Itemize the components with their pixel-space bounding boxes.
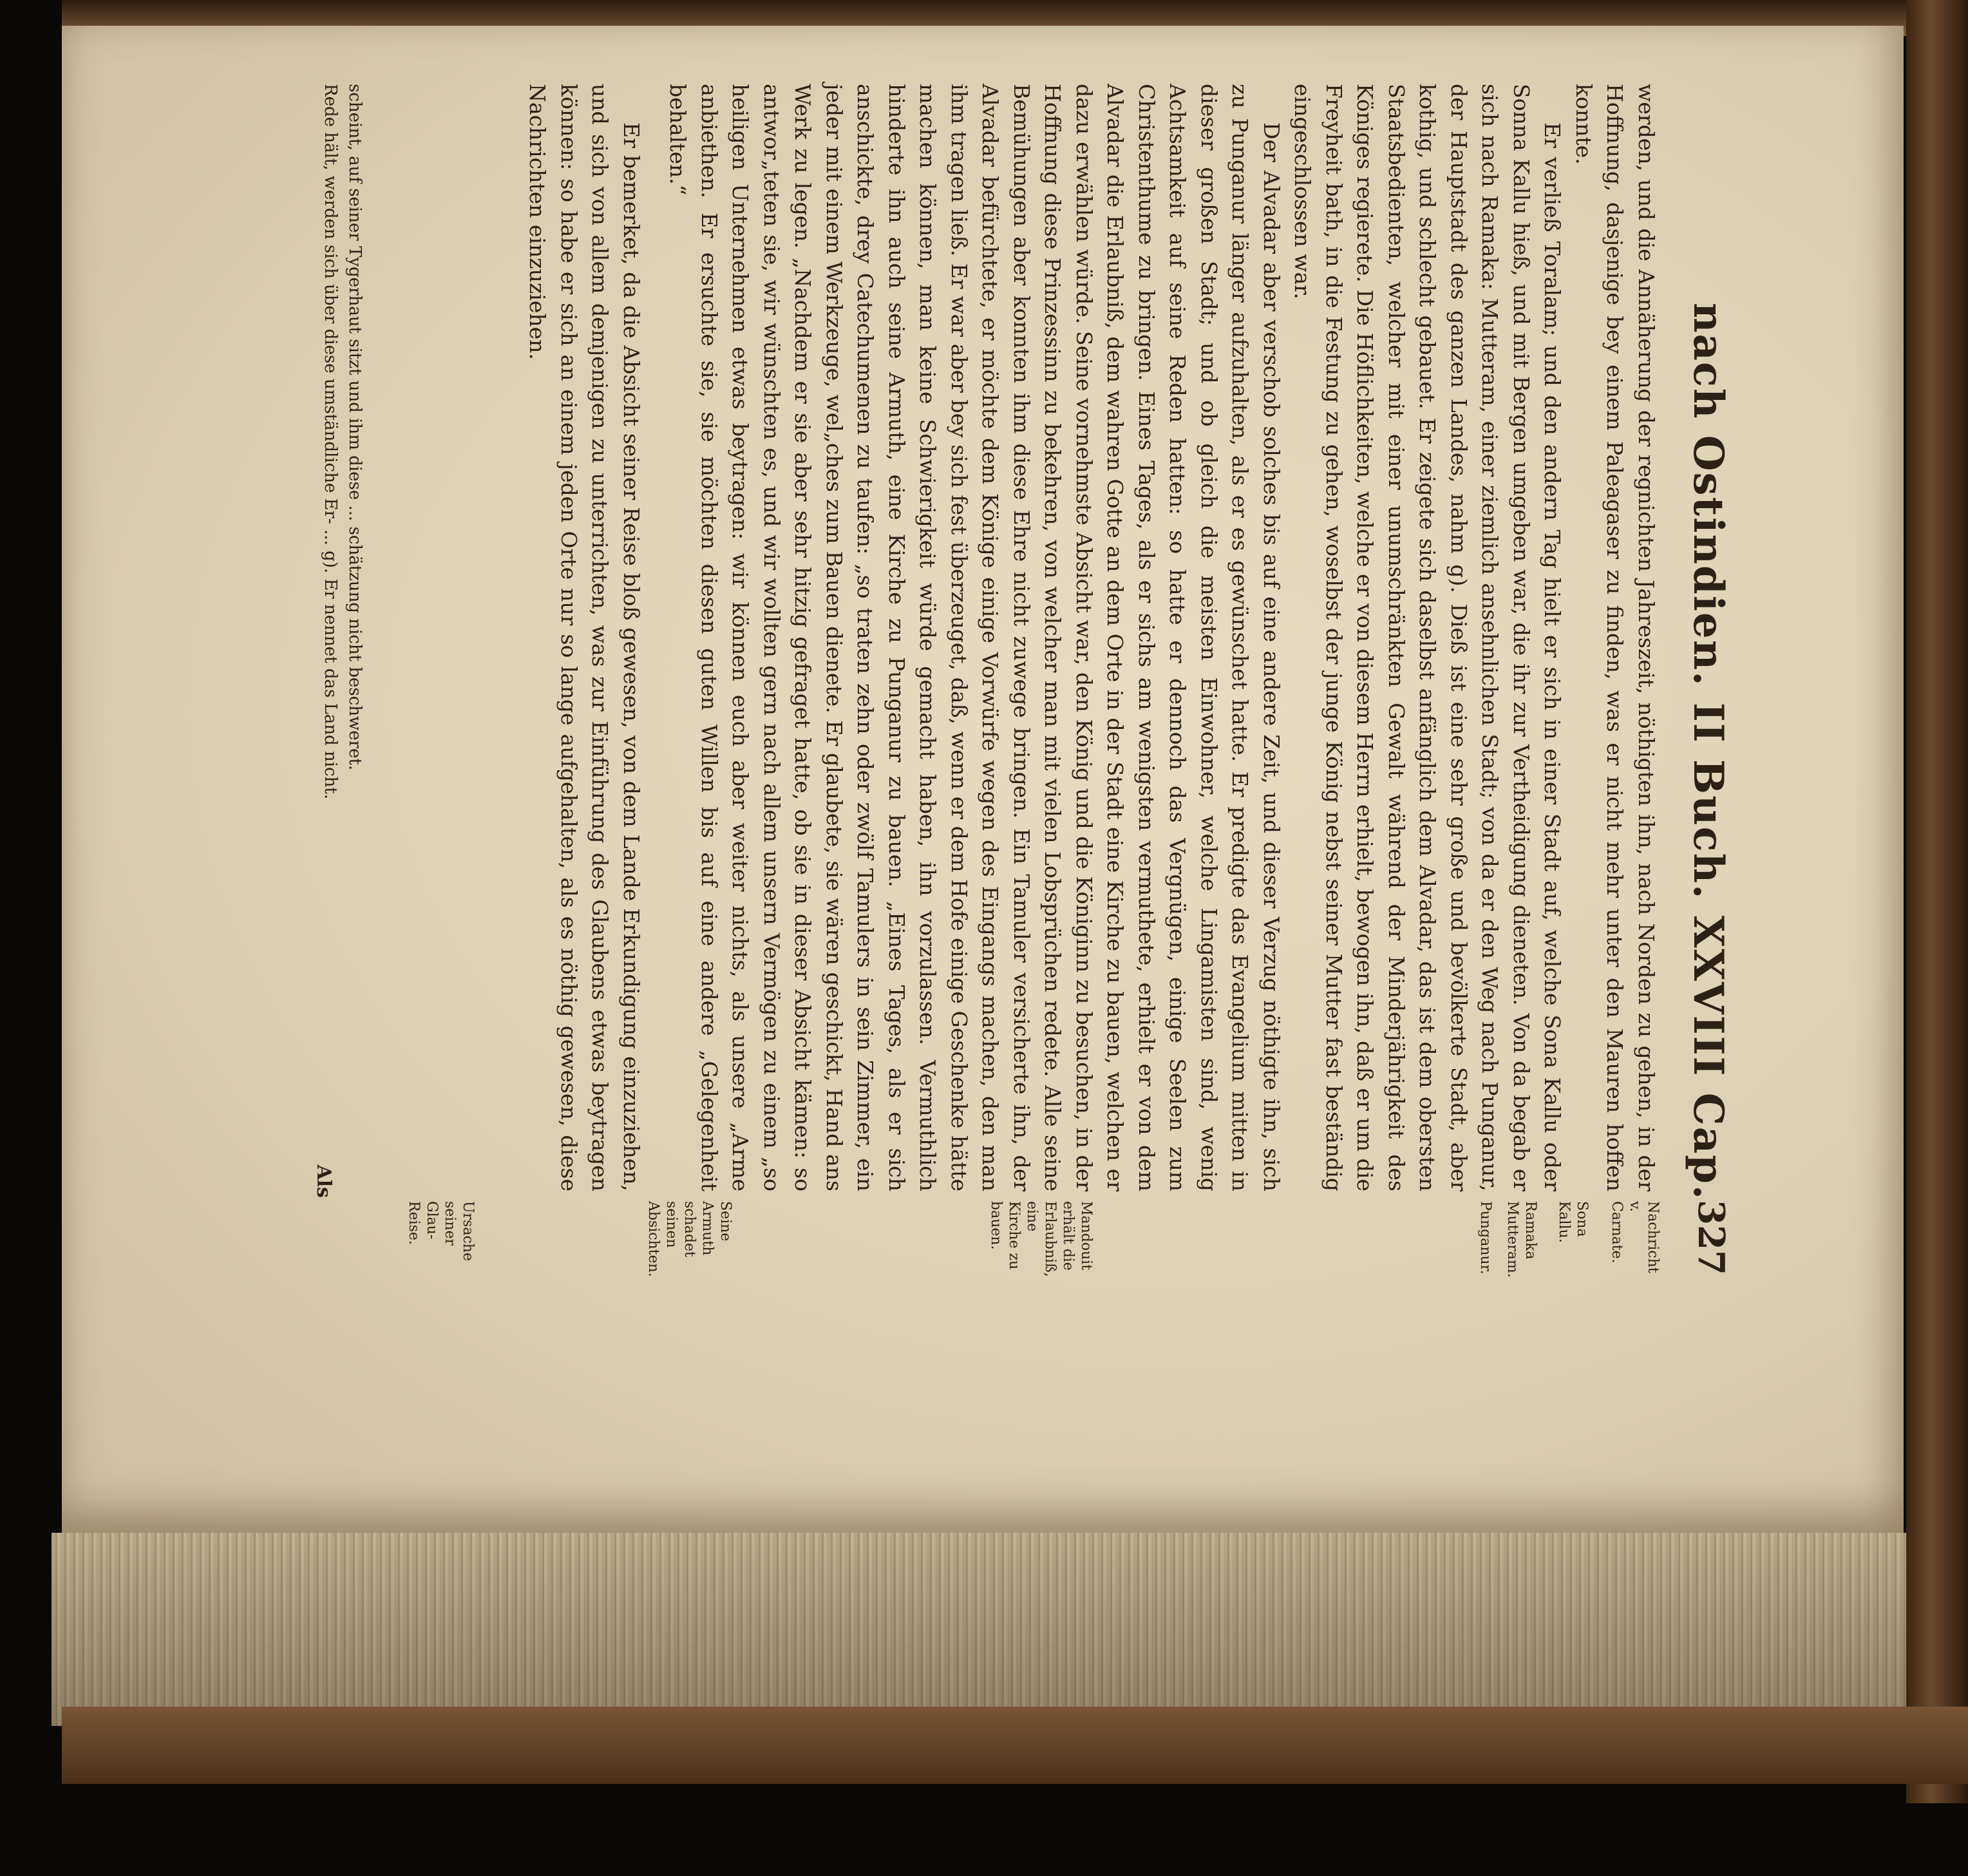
footnote-line: scheint, auf seiner Tygerhaut sitzt und ihm diese ... schätzung nicht beschweret. bbox=[345, 84, 364, 771]
footnote-line: Rede hält, werden sich über diese umständliche Er- ... g). Er nennet das Land nicht. bbox=[321, 84, 340, 800]
margin-note: Nachricht v. Carnate. bbox=[1609, 1201, 1661, 1273]
page-block-shadow bbox=[52, 1533, 1906, 1726]
paragraph: Der Alvadar aber verschob solches bis auf eine andere Zeit, und dieser Verzug nöthigte ihn, sich zu Punganur länger aufzuhalten, als er es gewünschet hatte. Er predigte das Evangelium mitten in dieser großen Stadt; und ob gleich die meisten Einwohner, welche Lingamisten sind, wenig Achtsamkeit auf seine Reden hatten: so hatte er dennoch das Vergnügen, einige Seelen zum Christenthume zu bringen. Eines Tages, als er sichs am wenigsten vermuthete, erhielt er von dem Alvadar die Erlaubniß, dem wahren Gotte an dem Orte in der Stadt eine Kirche zu bauen, welchen er dazu erwählen würde. Seine vornehmste Absicht war, den König und die Königinn zu besuchen, in der Hoffnung diese Prinzessinn zu bekehren, von welcher man mit vielen Lobsprüchen redete. Alle seine Bemühungen aber konnten ihm diese Ehre nicht zuwege bringen. Ein Tamuler versicherte ihn, der Alvadar befürchtete, er möchte dem Könige einige Vorwürfe wegen des Eingangs machen, den man ihm tragen ließ. Er war aber bey sich fest überzeuget, daß, wenn er dem Hofe einige Geschenke hätte machen können, man keine Schwierigkeit würde gemacht haben, ihn vorzulassen. Vermuthlich hinderte ihn auch seine Armuth, eine Kirche zu Punganur zu bauen. „Eines Tages, als er sich anschickte, drey Catechumenen zu taufen: „so traten zehn oder zwölf Tamulers in sein Zimmer, ein jeder mit einem Werkzeuge, wel„ches zum Bauen dienete. Er glaubete, sie wären geschickt, Hand ans Werk zu legen. „Nachdem er sie aber sehr hitzig gefraget hatte, ob sie in dieser Absicht kämen: so antwor„teten sie, wir wünschten es, und wir wollten gern nach allem unsern Vermögen zu einem „so heiligen Unternehmen etwas beytragen: wir können euch aber weiter nichts, als unsere „Arme anbiethen. Er ersuchte sie, sie möchten diesen guten Willen bis auf eine andere „Gelegenheit behalten.“ bbox=[665, 84, 1284, 1191]
book-cover-spine bbox=[1906, 0, 1968, 1803]
body-text bbox=[522, 84, 1661, 1191]
rotated-text-block bbox=[200, 84, 1732, 1278]
running-head-title: nach Ostindien. II Buch. XXVIII Cap. bbox=[1684, 303, 1732, 1201]
margin-note: Ursache seiner Glau-Reise. bbox=[406, 1201, 476, 1261]
margin-note: Punganur. bbox=[1477, 1201, 1493, 1274]
footnote bbox=[318, 84, 367, 1191]
catchword: Als bbox=[312, 1164, 335, 1198]
paragraph: Er verließ Toralam; und den andern Tag hielt er sich in einer Stadt auf, welche Sona Kallu oder Sonna Kallu hieß, und mit Bergen umgeben war, die ihr zur Vertheidigung dieneten. Von da begab er sich nach Ramaka: Mutteram, einer ziemlich ansehnlichen Stadt; von da er den Weg nach Punganur, der Hauptstadt des ganzen Landes, nahm g). Dieß ist eine sehr große und bevölkerte Stadt, aber kothig, und schlecht gebauet. Er zeigete sich daselbst anfänglich dem Alvadar, das ist dem obersten Staatsbedienten, welcher mit einer unumschränkten Gewalt während der Minderjährigkeit des Königes regierete. Die Höflichkeiten, welche er von diesem Herrn erhielt, bewogen ihn, daß er um die Freyheit bath, in die Festung zu gehen, woselbst der junge König nebst seiner Mutter fast beständig eingeschlossen war. bbox=[1290, 84, 1566, 1191]
margin-note: Sona Kallu. bbox=[1556, 1201, 1590, 1243]
book-cover-bottom bbox=[62, 1707, 1968, 1784]
running-head bbox=[1674, 84, 1732, 1275]
paragraph: Er bemerket, da die Absicht seiner Reise bloß gewesen, von dem Lande Erkundigung einzuziehen, und sich von allem demjenigen zu unterrichten, was zur Einführung des Glaubens etwas beytragen können: so habe er sich an einem jeden Orte nur so lange aufgehalten, als es nöthig gewesen, diese Nachrichten einzuziehen. bbox=[525, 84, 644, 1191]
margin-note: Ramaka Mutteram. bbox=[1504, 1201, 1538, 1278]
margin-note: Mandouit erhält die Erlaubniß, eine Kirche zu bauen. bbox=[988, 1201, 1094, 1277]
margin-note: Seine Armuth schadet seinen Absichten. bbox=[645, 1201, 733, 1277]
page-number: 327 bbox=[1690, 1200, 1732, 1275]
paragraph: werden, und die Annäherung der regnichten Jahreszeit, nöthigten ihn, nach Norden zu gehen, in der Hoffnung, dasjenige bey einem Paleagaser zu finden, was er nicht mehr unter den Mauren hoffen konnte. bbox=[1571, 84, 1659, 1191]
